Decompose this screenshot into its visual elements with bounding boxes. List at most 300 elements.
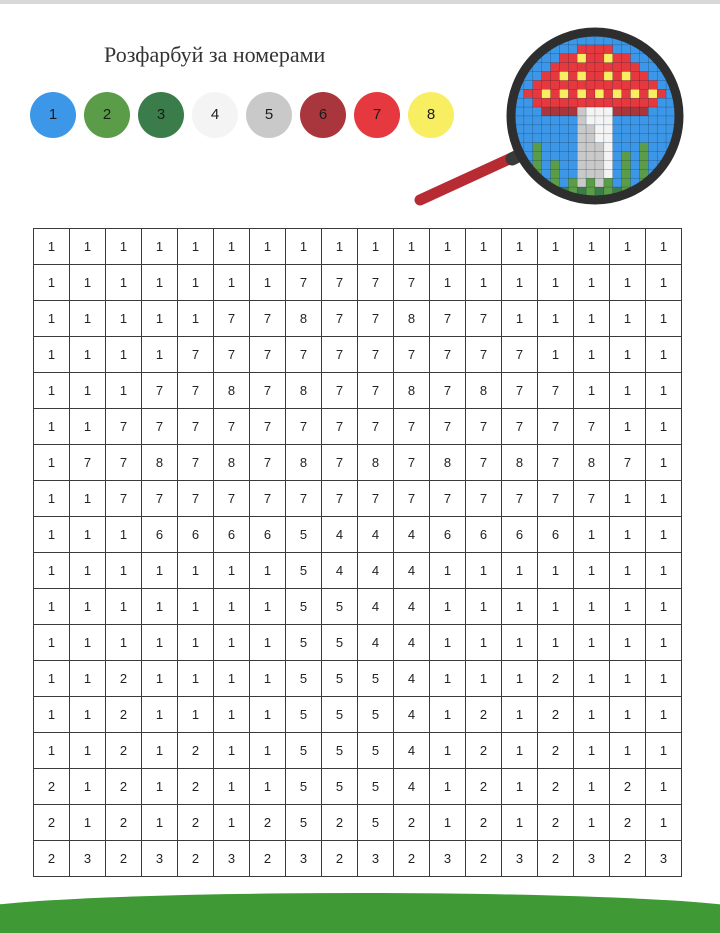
preview-pixel: [586, 134, 595, 143]
grid-cell: 1: [70, 337, 106, 373]
preview-pixel: [524, 45, 533, 54]
grid-cell: 1: [250, 589, 286, 625]
grid-cell: 2: [106, 805, 142, 841]
grid-cell: 2: [106, 841, 142, 877]
preview-pixel: [559, 143, 568, 152]
preview-pixel: [657, 36, 666, 45]
grid-cell: 8: [358, 445, 394, 481]
grid-cell: 5: [286, 589, 322, 625]
grid-cell: 7: [610, 445, 646, 481]
preview-pixel: [533, 72, 542, 81]
preview-pixel: [524, 178, 533, 187]
preview-pixel: [595, 187, 604, 196]
preview-pixel: [551, 63, 560, 72]
preview-pixel: [559, 80, 568, 89]
grid-cell: 2: [106, 769, 142, 805]
preview-pixel: [586, 63, 595, 72]
grid-cell: 7: [178, 445, 214, 481]
grid-cell: 1: [646, 733, 682, 769]
preview-pixel: [515, 187, 524, 196]
preview-pixel: [559, 63, 568, 72]
grid-cell: 1: [142, 229, 178, 265]
grid-cell: 7: [106, 409, 142, 445]
grid-cell: 1: [34, 301, 70, 337]
preview-pixel: [577, 98, 586, 107]
preview-pixel: [613, 125, 622, 134]
grid-cell: 1: [214, 733, 250, 769]
preview-pixel: [551, 134, 560, 143]
preview-pixel: [524, 107, 533, 116]
preview-pixel: [639, 98, 648, 107]
grid-cell: 5: [358, 661, 394, 697]
preview-pixel: [524, 36, 533, 45]
grid-cell: 7: [214, 409, 250, 445]
grid-cell: 7: [322, 373, 358, 409]
grid-cell: 1: [466, 625, 502, 661]
grid-cell: 2: [34, 805, 70, 841]
grid-cell: 4: [394, 769, 430, 805]
grid-cell: 7: [466, 301, 502, 337]
grid-cell: 1: [178, 697, 214, 733]
grid-cell: 2: [394, 841, 430, 877]
preview-pixel: [595, 169, 604, 178]
preview-pixel: [559, 169, 568, 178]
preview-pixel: [604, 54, 613, 63]
preview-pixel: [524, 143, 533, 152]
grid-cell: 2: [538, 697, 574, 733]
grid-cell: 1: [214, 589, 250, 625]
grid-cell: 2: [178, 769, 214, 805]
preview-pixel: [639, 160, 648, 169]
grid-cell: 1: [286, 229, 322, 265]
preview-pixel: [533, 80, 542, 89]
grid-cell: 1: [466, 265, 502, 301]
preview-pixel: [568, 80, 577, 89]
grid-cell: 3: [70, 841, 106, 877]
preview-pixel: [657, 187, 666, 196]
grid-cell: 1: [646, 409, 682, 445]
preview-pixel: [577, 116, 586, 125]
grid-cell: 1: [502, 661, 538, 697]
grid-cell: 1: [538, 229, 574, 265]
grid-cell: 1: [142, 301, 178, 337]
grid-cell: 1: [646, 661, 682, 697]
grid-cell: 1: [70, 553, 106, 589]
preview-pixel: [515, 107, 524, 116]
grid-cell: 1: [610, 409, 646, 445]
palette-color-5: 5: [246, 92, 292, 138]
grid-cell: 1: [430, 805, 466, 841]
preview-pixel: [631, 54, 640, 63]
preview-pixel: [595, 98, 604, 107]
grid-cell: 4: [322, 517, 358, 553]
grid-cell: 7: [178, 373, 214, 409]
preview-pixel: [586, 107, 595, 116]
grid-cell: 1: [70, 769, 106, 805]
preview-pixel: [577, 160, 586, 169]
grid-cell: 1: [142, 553, 178, 589]
preview-pixel: [551, 72, 560, 81]
preview-pixel: [542, 116, 551, 125]
grid-cell: 7: [538, 445, 574, 481]
grid-cell: 7: [394, 445, 430, 481]
preview-pixel: [586, 80, 595, 89]
preview-pixel: [568, 160, 577, 169]
grid-cell: 1: [610, 373, 646, 409]
grid-cell: 7: [466, 337, 502, 373]
grid-cell: 1: [34, 697, 70, 733]
grid-cell: 1: [142, 661, 178, 697]
grid-cell: 1: [466, 229, 502, 265]
grid-cell: 1: [574, 553, 610, 589]
grid-cell: 1: [610, 733, 646, 769]
preview-pixel: [586, 54, 595, 63]
grid-cell: 1: [538, 589, 574, 625]
grid-cell: 7: [286, 481, 322, 517]
grid-cell: 1: [502, 589, 538, 625]
preview-pixel: [524, 125, 533, 134]
preview-pixel: [542, 98, 551, 107]
grid-cell: 1: [646, 553, 682, 589]
preview-pixel: [568, 169, 577, 178]
grid-cell: 1: [646, 589, 682, 625]
preview-pixel: [586, 152, 595, 161]
grid-cell: 1: [106, 229, 142, 265]
grid-cell: 7: [358, 481, 394, 517]
preview-pixel: [613, 143, 622, 152]
preview-pixel: [657, 125, 666, 134]
preview-pixel: [586, 125, 595, 134]
preview-pixel: [648, 187, 657, 196]
grid-cell: 1: [250, 661, 286, 697]
grid-cell: 1: [502, 625, 538, 661]
preview-pixel: [631, 80, 640, 89]
preview-pixel: [542, 152, 551, 161]
grid-cell: 2: [610, 841, 646, 877]
preview-pixel: [631, 116, 640, 125]
palette-color-6: 6: [300, 92, 346, 138]
palette-color-7: 7: [354, 92, 400, 138]
grid-cell: 5: [322, 661, 358, 697]
grid-cell: 1: [574, 373, 610, 409]
preview-pixel: [533, 152, 542, 161]
grid-cell: 1: [502, 265, 538, 301]
grid-cell: 1: [538, 625, 574, 661]
preview-pixel: [657, 143, 666, 152]
preview-pixel: [595, 45, 604, 54]
grid-cell: 2: [610, 769, 646, 805]
palette-color-2: 2: [84, 92, 130, 138]
grid-cell: 7: [430, 481, 466, 517]
grid-cell: 1: [466, 661, 502, 697]
preview-pixel: [639, 89, 648, 98]
grid-cell: 5: [286, 553, 322, 589]
palette-color-1: 1: [30, 92, 76, 138]
preview-pixel: [524, 89, 533, 98]
grid-cell: 5: [322, 625, 358, 661]
preview-pixel: [595, 107, 604, 116]
grid-cell: 7: [466, 445, 502, 481]
grid-cell: 2: [250, 805, 286, 841]
grid-cell: 1: [430, 229, 466, 265]
grid-cell: 1: [538, 265, 574, 301]
grid-cell: 4: [394, 733, 430, 769]
grid-cell: 5: [322, 697, 358, 733]
grid-cell: 1: [646, 445, 682, 481]
grid-cell: 1: [34, 337, 70, 373]
preview-pixel: [577, 89, 586, 98]
grid-cell: 1: [70, 481, 106, 517]
grid-cell: 7: [322, 409, 358, 445]
preview-pixel: [648, 107, 657, 116]
grid-cell: 1: [574, 301, 610, 337]
grid-cell: 2: [466, 769, 502, 805]
grid-cell: 1: [178, 229, 214, 265]
preview-pixel: [639, 63, 648, 72]
grid-cell: 1: [430, 553, 466, 589]
preview-pixel: [559, 178, 568, 187]
grid-cell: 1: [250, 265, 286, 301]
grid-cell: 2: [106, 697, 142, 733]
preview-pixel: [595, 160, 604, 169]
preview-pixel: [542, 107, 551, 116]
grid-cell: 7: [574, 409, 610, 445]
grid-cell: 1: [142, 805, 178, 841]
preview-pixel: [622, 143, 631, 152]
grid-cell: 8: [502, 445, 538, 481]
grid-cell: 5: [322, 733, 358, 769]
palette-color-4: 4: [192, 92, 238, 138]
preview-pixel: [639, 134, 648, 143]
grid-cell: 5: [358, 733, 394, 769]
preview-pixel: [604, 45, 613, 54]
grid-cell: 4: [394, 553, 430, 589]
grid-cell: 7: [250, 301, 286, 337]
grid-cell: 2: [466, 841, 502, 877]
grid-cell: 1: [70, 733, 106, 769]
preview-pixel: [604, 125, 613, 134]
grid-cell: 7: [142, 373, 178, 409]
grid-cell: 1: [502, 301, 538, 337]
grid-cell: 7: [250, 409, 286, 445]
grid-cell: 1: [646, 373, 682, 409]
grid-cell: 7: [430, 373, 466, 409]
grid-cell: 5: [322, 769, 358, 805]
preview-pixel: [639, 72, 648, 81]
grid-cell: 1: [646, 697, 682, 733]
grid-cell: 2: [322, 805, 358, 841]
preview-pixel: [657, 45, 666, 54]
grid-cell: 7: [466, 481, 502, 517]
grid-cell: 4: [322, 553, 358, 589]
preview-pixel: [613, 107, 622, 116]
grid-cell: 7: [322, 481, 358, 517]
preview-pixel: [604, 178, 613, 187]
grid-cell: 1: [70, 301, 106, 337]
grid-cell: 2: [250, 841, 286, 877]
grid-cell: 1: [646, 265, 682, 301]
page-title: Розфарбуй за номерами: [104, 42, 326, 67]
grid-cell: 1: [214, 553, 250, 589]
grid-cell: 7: [106, 445, 142, 481]
preview-pixel: [648, 143, 657, 152]
preview-pixel: [631, 152, 640, 161]
grid-cell: 7: [466, 409, 502, 445]
grid-cell: 7: [286, 265, 322, 301]
preview-pixel: [515, 54, 524, 63]
preview-pixel: [622, 72, 631, 81]
grid-cell: 1: [646, 337, 682, 373]
preview-pixel: [586, 45, 595, 54]
preview-pixel: [639, 80, 648, 89]
preview-pixel: [568, 152, 577, 161]
grid-cell: 7: [214, 481, 250, 517]
preview-pixel: [586, 160, 595, 169]
grid-cell: 3: [430, 841, 466, 877]
grid-cell: 7: [358, 265, 394, 301]
preview-pixel: [577, 134, 586, 143]
grid-cell: 8: [286, 373, 322, 409]
preview-pixel: [622, 152, 631, 161]
grid-cell: 1: [574, 337, 610, 373]
preview-pixel: [577, 178, 586, 187]
magnifier-preview: [400, 20, 700, 220]
preview-pixel: [542, 125, 551, 134]
preview-pixel: [595, 125, 604, 134]
grid-cell: 1: [610, 625, 646, 661]
preview-pixel: [577, 152, 586, 161]
grid-cell: 1: [250, 769, 286, 805]
grid-cell: 4: [394, 661, 430, 697]
preview-pixel: [568, 63, 577, 72]
preview-pixel: [577, 63, 586, 72]
grid-cell: 5: [358, 805, 394, 841]
grid-cell: 1: [250, 625, 286, 661]
grid-cell: 1: [250, 553, 286, 589]
grid-cell: 1: [466, 553, 502, 589]
grid-cell: 1: [322, 229, 358, 265]
grid-cell: 6: [538, 517, 574, 553]
grid-cell: 1: [646, 805, 682, 841]
grid-cell: 7: [70, 445, 106, 481]
grid-cell: 1: [142, 265, 178, 301]
preview-pixel: [568, 54, 577, 63]
preview-pixel: [604, 98, 613, 107]
magnifier-handle: [420, 155, 518, 200]
grid-cell: 1: [70, 661, 106, 697]
preview-pixel: [639, 143, 648, 152]
grid-cell: 8: [286, 301, 322, 337]
grid-cell: 1: [466, 589, 502, 625]
grid-cell: 7: [538, 373, 574, 409]
grid-cell: 8: [394, 373, 430, 409]
preview-pixel: [551, 152, 560, 161]
grid-cell: 2: [538, 661, 574, 697]
grid-cell: 2: [538, 841, 574, 877]
preview-pixel: [648, 116, 657, 125]
preview-pixel: [648, 98, 657, 107]
preview-pixel: [631, 98, 640, 107]
preview-pixel: [559, 98, 568, 107]
preview-pixel: [595, 36, 604, 45]
grid-cell: 5: [286, 661, 322, 697]
preview-pixel: [568, 143, 577, 152]
grid-cell: 1: [610, 553, 646, 589]
preview-pixel: [595, 72, 604, 81]
grid-cell: 1: [214, 697, 250, 733]
grid-cell: 6: [178, 517, 214, 553]
grid-cell: 5: [286, 733, 322, 769]
preview-pixel: [559, 72, 568, 81]
grid-cell: 7: [358, 373, 394, 409]
grid-cell: 1: [70, 229, 106, 265]
grid-cell: 1: [178, 661, 214, 697]
grid-cell: 1: [34, 517, 70, 553]
grid-cell: 2: [322, 841, 358, 877]
grid-cell: 3: [646, 841, 682, 877]
preview-pixel: [595, 116, 604, 125]
grid-cell: 2: [34, 841, 70, 877]
preview-pixel: [604, 107, 613, 116]
preview-pixel: [559, 125, 568, 134]
grid-cell: 1: [70, 697, 106, 733]
grid-cell: 7: [250, 445, 286, 481]
preview-pixel: [586, 116, 595, 125]
grid-cell: 2: [538, 769, 574, 805]
grid-cell: 7: [430, 301, 466, 337]
grid-cell: 8: [214, 445, 250, 481]
preview-pixel: [533, 36, 542, 45]
grid-cell: 1: [610, 661, 646, 697]
grid-cell: 7: [430, 409, 466, 445]
grid-cell: 1: [214, 229, 250, 265]
preview-pixel: [657, 98, 666, 107]
preview-pixel: [639, 116, 648, 125]
grid-cell: 1: [610, 481, 646, 517]
grid-cell: 1: [502, 553, 538, 589]
preview-pixel: [551, 54, 560, 63]
preview-pixel: [542, 72, 551, 81]
palette-color-3: 3: [138, 92, 184, 138]
grid-cell: 3: [286, 841, 322, 877]
preview-pixel: [631, 63, 640, 72]
grid-cell: 7: [250, 481, 286, 517]
grid-cell: 2: [106, 733, 142, 769]
preview-pixel: [577, 125, 586, 134]
preview-pixel: [515, 45, 524, 54]
grid-cell: 8: [466, 373, 502, 409]
preview-pixel: [604, 169, 613, 178]
grid-cell: 7: [214, 337, 250, 373]
grid-cell: 7: [358, 337, 394, 373]
preview-pixel: [622, 63, 631, 72]
preview-pixel: [622, 54, 631, 63]
preview-pixel: [648, 89, 657, 98]
preview-pixel: [622, 98, 631, 107]
preview-pixel: [515, 116, 524, 125]
preview-pixel: [568, 98, 577, 107]
grid-cell: 4: [358, 553, 394, 589]
grid-cell: 7: [358, 301, 394, 337]
preview-pixel: [568, 116, 577, 125]
grid-cell: 7: [394, 409, 430, 445]
grid-cell: 1: [214, 625, 250, 661]
preview-pixel: [586, 143, 595, 152]
preview-pixel: [568, 72, 577, 81]
grid-cell: 1: [34, 373, 70, 409]
preview-pixel: [631, 107, 640, 116]
grid-cell: 5: [286, 517, 322, 553]
